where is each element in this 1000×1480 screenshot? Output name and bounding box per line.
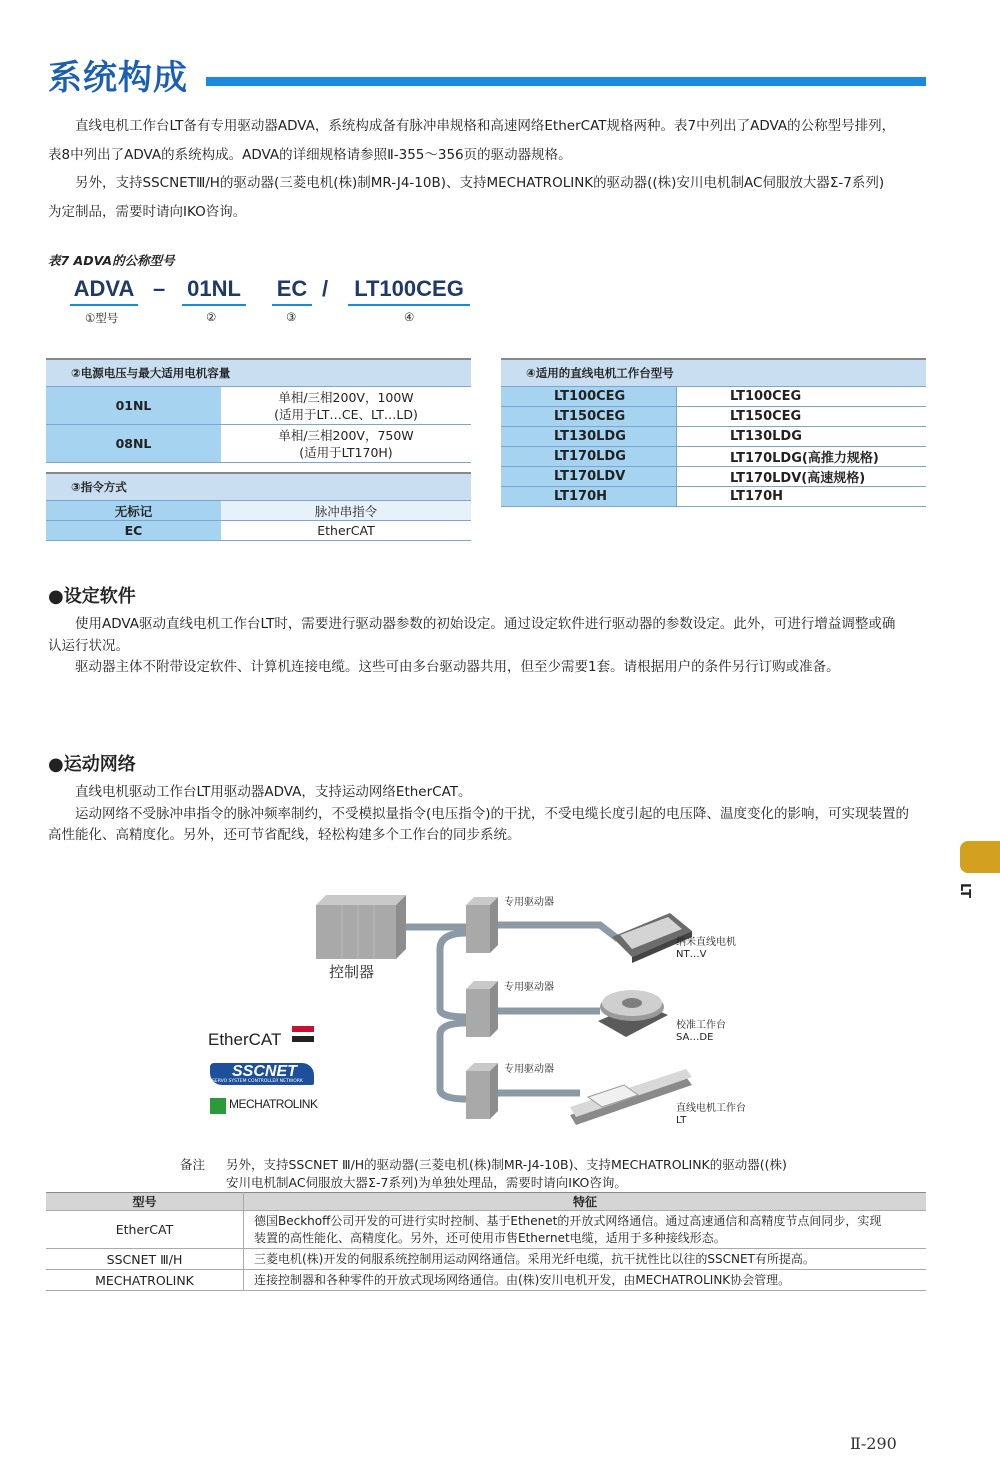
table-models-cell: LT130LDG (501, 427, 677, 447)
table-command (46, 472, 471, 541)
model-part-adva-text: ADVA (73, 276, 135, 301)
table-models-cell: LT130LDG (677, 427, 927, 447)
intro-line-2: 表8中列出了ADVA的系统构成。ADVA的详细规格请参照Ⅱ-355～356页的驱动器规格。 (48, 146, 572, 163)
controller-box (316, 895, 406, 959)
network-table-header-type: 型号 (46, 1193, 244, 1211)
network-table-type: SSCNET Ⅲ/H (46, 1249, 244, 1270)
network-table-header-feature: 特征 (244, 1193, 927, 1211)
intro-line-4: 为定制品，需要时请向IKO咨询。 (48, 203, 247, 220)
side-index-label: LT (957, 883, 972, 898)
ethercat-logo-text: EtherCAT (208, 1030, 282, 1049)
controller-label: 控制器 (329, 963, 375, 981)
network-table-feature: 连接控制器和各种零件的开放式现场网络通信。由(株)安川电机开发，由MECHATROLINK协会管理。 (244, 1270, 927, 1291)
driver-box-2 (466, 981, 498, 1037)
network-table-type: EtherCAT (46, 1211, 244, 1249)
table-models-cell: LT170LDG (501, 447, 677, 467)
table-power-header: ②电源电压与最大适用电机容量 (46, 359, 471, 387)
table-command-header: ③指令方式 (46, 473, 471, 501)
device-label-lt-name: 直线电机工作台 (676, 1103, 746, 1114)
model-sep-dash: – (153, 276, 166, 301)
network-table-feature-line2: 装置的高性能化、高精度化。另外，还可使用市售Ethernet电缆，适用于多种接线形态。 (254, 1230, 726, 1245)
system-diagram (200, 885, 720, 1155)
model-part-ec (272, 276, 312, 302)
table-power-desc (221, 425, 471, 463)
title-underline-bar (206, 77, 926, 86)
software-text (48, 614, 928, 679)
note-line-1: 另外，支持SSCNET Ⅲ/H的驱动器(三菱电机(株)制MR-J4-10B)、支持MECHATROLINK的驱动器((株) (226, 1157, 787, 1172)
ethercat-arrow-icon-2 (292, 1036, 314, 1042)
device-label-lt (676, 1103, 746, 1127)
table-command-code: 无标记 (46, 501, 221, 521)
table-power-code: 01NL (46, 387, 221, 425)
mechatrolink-icon (210, 1098, 226, 1114)
page-title: 系统构成 (48, 58, 188, 98)
table-command-desc: 脉冲串指令 (221, 501, 471, 521)
model-part-01nl-text: 01NL (187, 276, 241, 301)
table-power (46, 358, 471, 463)
model-part-01nl (182, 276, 246, 302)
device-label-lt-model: LT (676, 1115, 687, 1126)
linear-motor-table-image (570, 1069, 692, 1125)
table-models-cell: LT170H (677, 487, 927, 507)
table-models-cell: LT170LDV(高速规格) (677, 467, 927, 487)
sscnet-logo-text: SSCNET (232, 1063, 297, 1080)
device-label-nt-model: NT…V (676, 949, 707, 960)
network-line-2: 运动网络不受脉冲串指令的脉冲频率制约，不受模拟量指令(电压指令)的干扰，不受电缆长度引起的电压降、温度变化的影响，可实现装置的 (75, 805, 910, 822)
table-power-desc-line2: (适用于LT170H) (299, 444, 393, 460)
network-table-feature (244, 1211, 927, 1249)
mechatrolink-logo: MECHATROLINK (229, 1097, 318, 1111)
software-line-3: 驱动器主体不附带设定软件、计算机连接电缆。这些可由多台驱动器共用，但至少需要1套。请根据用户的条件另行订购或准备。 (75, 659, 840, 675)
software-line-1: 使用ADVA驱动直线电机工作台LT时，需要进行驱动器参数的初始设定。通过设定软件进行驱动器的参数设定。此外，可进行增益调整或确 (75, 616, 896, 632)
driver-label-3: 专用驱动器 (504, 1064, 554, 1075)
model-part-lt-text: LT100CEG (354, 276, 464, 301)
model-sep-slash: / (322, 276, 329, 301)
table-models-cell: LT170LDG(高推力规格) (677, 447, 927, 467)
note-text (226, 1156, 787, 1192)
table-command-code: EC (46, 521, 221, 541)
device-label-nt-name: 纳米直线电机 (676, 937, 736, 948)
ethercat-logo (208, 1030, 281, 1050)
table-power-desc-line1: 单相/三相200V，750W (278, 427, 414, 443)
network-line-3: 高性能化、高精度化。另外，还可节省配线，轻松构建多个工作台的同步系统。 (48, 827, 521, 843)
table-models-cell: LT170H (501, 487, 677, 507)
table-power-desc (221, 387, 471, 425)
device-label-nt (676, 937, 736, 961)
model-label-2: ② (206, 310, 217, 324)
table7-caption: 表7 ADVA的公称型号 (48, 253, 175, 268)
table-models-cell: LT170LDV (501, 467, 677, 487)
model-label-4: ④ (404, 310, 415, 324)
software-line-2: 认运行状况。 (48, 637, 129, 654)
sscnet-logo (210, 1063, 314, 1085)
section-title-network: ●运动网络 (48, 754, 136, 775)
table-power-code: 08NL (46, 425, 221, 463)
driver-box-3 (466, 1063, 498, 1119)
table-models-header: ④适用的直线电机工作台型号 (501, 359, 926, 387)
page-number: Ⅱ-290 (850, 1434, 897, 1453)
network-table-feature-line1: 德国Beckhoff公司开发的可进行实时控制、基于Ethenet的开放式网络通信。通过高速通信和高精度节点间同步，实现 (254, 1213, 882, 1228)
model-part-lt (348, 276, 470, 302)
intro-line-3: 另外，支持SSCNETⅢ/H的驱动器(三菱电机(株)制MR-J4-10B)、支持MECHATROLINK的驱动器((株)安川电机制AC伺服放大器Σ-7系列) (75, 175, 885, 191)
model-label-3: ③ (286, 310, 297, 324)
model-label-1: ①型号 (85, 311, 119, 325)
table-models-cell: LT100CEG (677, 387, 927, 407)
network-text (48, 782, 928, 847)
table-models-cell: LT150CEG (501, 407, 677, 427)
alignment-stage-image (598, 990, 668, 1037)
driver-label-1: 专用驱动器 (504, 897, 554, 908)
driver-box-1 (466, 897, 498, 953)
driver-label-2: 专用驱动器 (504, 982, 554, 993)
sscnet-logo-subtext: SERVO SYSTEM CONTROLLER NETWORK (212, 1079, 303, 1084)
network-table-feature: 三菱电机(株)开发的伺服系统控制用运动网络通信。采用光纤电缆，抗干扰性比以往的SSCNET有所提高。 (244, 1249, 927, 1270)
device-label-sa (676, 1020, 726, 1044)
note-line-2: 安川电机制AC伺服放大器Σ-7系列)为单独处理品，需要时请向IKO咨询。 (226, 1175, 627, 1190)
network-line-1: 直线电机驱动工作台LT用驱动器ADVA，支持运动网络EtherCAT。 (75, 784, 472, 800)
table-models-cell: LT100CEG (501, 387, 677, 407)
intro-text (48, 112, 928, 226)
intro-line-1: 直线电机工作台LT备有专用驱动器ADVA，系统构成备有脉冲串规格和高速网络EtherCAT规格两种。表7中列出了ADVA的公称型号排列， (75, 118, 896, 134)
table-power-desc-line2: (适用于LT…CE、LT…LD) (274, 406, 418, 422)
table-command-desc: EtherCAT (221, 521, 471, 541)
table-models (501, 358, 926, 507)
ethercat-arrow-icon (292, 1026, 314, 1032)
table-power-desc-line1: 单相/三相200V，100W (278, 389, 414, 405)
network-table-type: MECHATROLINK (46, 1270, 244, 1291)
note-label: 备注 (180, 1157, 206, 1172)
device-label-sa-model: SA…DE (676, 1032, 714, 1043)
model-part-ec-text: EC (276, 276, 308, 301)
device-label-sa-name: 校准工作台 (676, 1020, 726, 1031)
section-title-software: ●设定软件 (48, 586, 136, 607)
side-index-tab[interactable] (960, 841, 1000, 873)
table-models-cell: LT150CEG (677, 407, 927, 427)
model-part-adva (70, 276, 138, 302)
network-table (46, 1192, 926, 1291)
